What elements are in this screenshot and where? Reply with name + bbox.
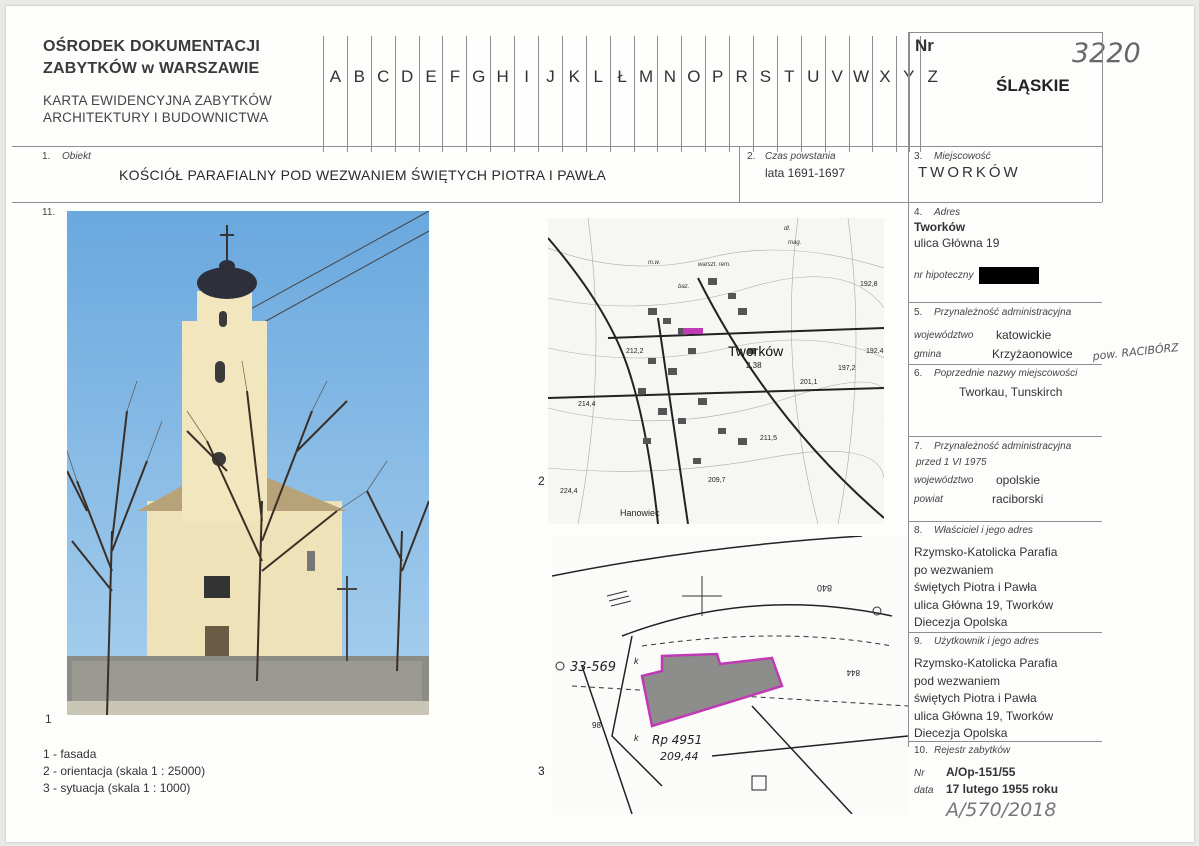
photo-num: 11. <box>42 207 56 218</box>
rejestr-num: 10. <box>914 745 928 756</box>
alphabet-cell <box>442 36 466 152</box>
map1-town-area: 2,38 <box>746 361 762 370</box>
wlasc-address <box>914 544 1057 632</box>
alphabet-cell <box>419 36 443 152</box>
gmina-handwritten-note: pow. RACIBÓRZ <box>1092 340 1180 363</box>
card-type-line2: ARCHITEKTURY I BUDOWNICTWA <box>43 110 269 125</box>
map2-k2: k <box>634 733 639 743</box>
wlasc-num: 8. <box>914 525 923 536</box>
uzytk-line: Diecezja Opolska <box>914 726 1008 740</box>
alphabet-cell <box>371 36 395 152</box>
alphabet-letter: A <box>329 67 342 86</box>
map1-elev-1: 192,8 <box>860 281 878 288</box>
map1-note-3: m.w. <box>648 260 661 266</box>
map1-note-1: warszt. rem. <box>698 262 731 268</box>
alphabet-letter: O <box>687 67 701 86</box>
alphabet-index <box>323 36 944 152</box>
przyn-label: Przynależność administracyjna <box>934 307 1072 318</box>
registration-card <box>6 6 1194 842</box>
alphabet-cell <box>849 36 873 152</box>
map2-num: 3 <box>538 764 545 778</box>
right-column-divider <box>908 202 909 747</box>
alphabet-letter: T <box>784 67 795 86</box>
map2-num-840: 840 <box>816 583 832 593</box>
alphabet-cell <box>610 36 634 152</box>
map1-note-4: mag. <box>788 240 802 246</box>
map2-k1: k <box>634 656 639 666</box>
uzytk-label: Użytkownik i jego adres <box>934 636 1040 647</box>
map1-elev-3: 192,4 <box>866 348 884 355</box>
map1-elev-8: 224,4 <box>560 488 578 495</box>
map1-village-label: Hanowiec <box>620 508 660 518</box>
alphabet-letter: Y <box>903 67 915 86</box>
card-number: 3220 <box>1072 38 1141 69</box>
uzytk-line: Rzymsko-Katolicka Parafia <box>914 656 1058 670</box>
org-name-line1: OŚRODEK DOKUMENTACJI <box>43 38 261 55</box>
obiekt-value: KOŚCIÓŁ PARAFIALNY POD WEZWANIEM ŚWIĘTYCH PIOTRA I PAWŁA <box>119 167 607 183</box>
woj-label: województwo <box>914 330 974 341</box>
header-rule <box>12 146 1102 147</box>
map1-note-2: baz. <box>678 284 690 290</box>
alphabet-letter: N <box>663 67 677 86</box>
uzytk-line: świętych Piotra i Pawła <box>914 691 1037 705</box>
figure-legend <box>43 746 205 797</box>
alphabet-letter: P <box>712 67 724 86</box>
alphabet-letter: D <box>400 67 414 86</box>
alphabet-letter: H <box>496 67 509 86</box>
alphabet-letter: J <box>546 67 555 86</box>
wlasc-line: Rzymsko-Katolicka Parafia <box>914 545 1058 559</box>
alphabet-cell <box>657 36 681 152</box>
church-facade-photo <box>67 211 429 715</box>
rule-9 <box>908 632 1102 633</box>
rule-5 <box>908 302 1102 303</box>
wlasc-line: Diecezja Opolska <box>914 615 1008 629</box>
poprz-value: Tworkau, Tunskirch <box>959 385 1063 399</box>
alphabet-letter: C <box>377 67 390 86</box>
rejestr-label: Rejestr zabytków <box>934 745 1011 756</box>
poprz-label: Poprzednie nazwy miejscowości <box>934 368 1078 379</box>
header-divider <box>908 32 910 152</box>
map1-num: 2 <box>538 474 545 488</box>
rejestr-nr-value: A/Op-151/55 <box>946 765 1016 779</box>
obiekt-label: Obiekt <box>62 151 91 162</box>
obiekt-num: 1. <box>42 151 51 162</box>
row1-rule <box>12 202 1102 203</box>
map2-num-844: 844 <box>846 668 860 677</box>
alphabet-cell <box>705 36 729 152</box>
nr-label: Nr <box>915 36 934 55</box>
alphabet-cell <box>586 36 610 152</box>
map1-elev-5: 201,1 <box>800 379 818 386</box>
wlasc-line: po wezwaniem <box>914 562 994 577</box>
alphabet-cell <box>801 36 825 152</box>
przyn75-num: 7. <box>914 441 923 452</box>
alphabet-letter: M <box>638 67 654 86</box>
redacted-mortgage-number <box>979 267 1039 284</box>
nr-box-right <box>1102 32 1103 202</box>
org-name-line2: ZABYTKÓW w WARSZAWIE <box>43 60 260 77</box>
alphabet-letter: B <box>353 67 365 86</box>
alphabet-cell <box>634 36 658 152</box>
alphabet-letter: S <box>759 67 772 86</box>
alphabet-cell <box>466 36 490 152</box>
przyn-num: 5. <box>914 307 923 318</box>
legend-item-sytuacja: 3 - sytuacja (skala 1 : 1000) <box>43 781 191 795</box>
map1-town-label: Tworków <box>728 343 784 359</box>
alphabet-cell <box>514 36 538 152</box>
legend-item-orientacja: 2 - orientacja (skala 1 : 25000) <box>43 764 206 778</box>
map1-elev-9: 209,7 <box>708 477 726 484</box>
alphabet-letter: K <box>568 67 581 86</box>
alphabet-cell <box>777 36 801 152</box>
rule-7 <box>908 436 1102 437</box>
miejsc-num: 3. <box>914 151 923 162</box>
alphabet-cell <box>395 36 419 152</box>
card-type-line1: KARTA EWIDENCYJNA ZABYTKÓW <box>43 93 272 108</box>
alphabet-cell <box>825 36 849 152</box>
woj-value: katowickie <box>996 328 1052 342</box>
uzytk-address <box>914 655 1057 743</box>
alphabet-cell <box>872 36 896 152</box>
alphabet-letter: Z <box>927 67 938 86</box>
alphabet-letter: Ł <box>617 67 627 86</box>
powiat-label: powiat <box>914 494 943 505</box>
rejestr-data-label: data <box>914 785 934 796</box>
alphabet-cell <box>490 36 514 152</box>
orientation-map <box>548 218 884 524</box>
map2-num-98: 98 <box>592 721 601 730</box>
alphabet-cell <box>681 36 705 152</box>
alphabet-letter: U <box>807 67 820 86</box>
map1-elev-4: 197,2 <box>838 365 856 372</box>
site-plan <box>552 536 908 814</box>
powiat-value: raciborski <box>992 492 1044 506</box>
alphabet-letter: R <box>735 67 748 86</box>
wlasc-line: ulica Główna 19, Tworków <box>914 597 1054 612</box>
czas-label: Czas powstania <box>765 151 836 162</box>
alphabet-letter: V <box>831 67 843 86</box>
woj75-value: opolskie <box>996 473 1041 487</box>
adres-line1: Tworków <box>914 220 966 234</box>
alphabet-letter: G <box>472 67 486 86</box>
map2-parcel-a: 33-569 <box>570 660 617 675</box>
alphabet-cell <box>347 36 371 152</box>
gmina-label: gmina <box>914 349 942 360</box>
alphabet-letter: E <box>425 67 437 86</box>
adres-label: Adres <box>934 207 961 218</box>
alphabet-cell <box>323 36 347 152</box>
map1-elev-7: 211,5 <box>760 435 777 442</box>
poprz-num: 6. <box>914 368 923 379</box>
alphabet-cell <box>753 36 777 152</box>
rule-10 <box>908 741 1102 742</box>
rejestr-nr-label: Nr <box>914 768 925 779</box>
alphabet-cell <box>562 36 586 152</box>
rejestr-data-value: 17 lutego 1955 roku <box>946 782 1059 796</box>
przyn75-sub: przed 1 VI 1975 <box>916 457 987 468</box>
adres-num: 4. <box>914 207 923 218</box>
hipoteczny-label: nr hipoteczny <box>914 270 974 281</box>
woj75-label: województwo <box>914 475 974 486</box>
wlasc-line: świętych Piotra i Pawła <box>914 580 1037 594</box>
row1-divider-a <box>739 146 740 202</box>
alphabet-cell <box>729 36 753 152</box>
map2-parcel-b-area: 209,44 <box>660 750 699 763</box>
uzytk-num: 9. <box>914 636 923 647</box>
wlasc-label: Właściciel i jego adres <box>934 525 1033 536</box>
alphabet-letter: F <box>449 67 461 86</box>
alphabet-letter: L <box>593 67 603 86</box>
uzytk-line: pod wezwaniem <box>914 673 1001 688</box>
czas-num: 2. <box>747 151 756 162</box>
czas-value: lata 1691-1697 <box>765 166 846 180</box>
map1-elev-6: 214,4 <box>578 401 596 408</box>
alphabet-cell <box>538 36 562 152</box>
gmina-value: Krzyżaonowice <box>992 347 1073 361</box>
alphabet-letter: I <box>524 67 529 86</box>
row1-divider-b <box>908 146 909 202</box>
adres-line2: ulica Główna 19 <box>914 236 1000 250</box>
photo-caption-num: 1 <box>45 712 52 726</box>
miejsc-value: TWORKÓW <box>918 164 1021 181</box>
map1-note-5: dł. <box>784 226 791 232</box>
map2-parcel-b: Rp 4951 <box>652 733 703 747</box>
region-name: ŚLĄSKIE <box>996 76 1070 95</box>
nr-box-top <box>908 32 1102 33</box>
rejestr-handwritten: A/570/2018 <box>946 799 1057 821</box>
miejsc-label: Miejscowość <box>934 151 991 162</box>
uzytk-line: ulica Główna 19, Tworków <box>914 708 1054 723</box>
alphabet-letter: W <box>853 67 870 86</box>
rule-8 <box>908 521 1102 522</box>
alphabet-letter: X <box>879 67 891 86</box>
przyn75-label: Przynależność administracyjna <box>934 441 1072 452</box>
rule-6 <box>908 364 1102 365</box>
legend-item-fasada: 1 - fasada <box>43 747 97 761</box>
map1-elev-2: 212,2 <box>626 348 644 355</box>
